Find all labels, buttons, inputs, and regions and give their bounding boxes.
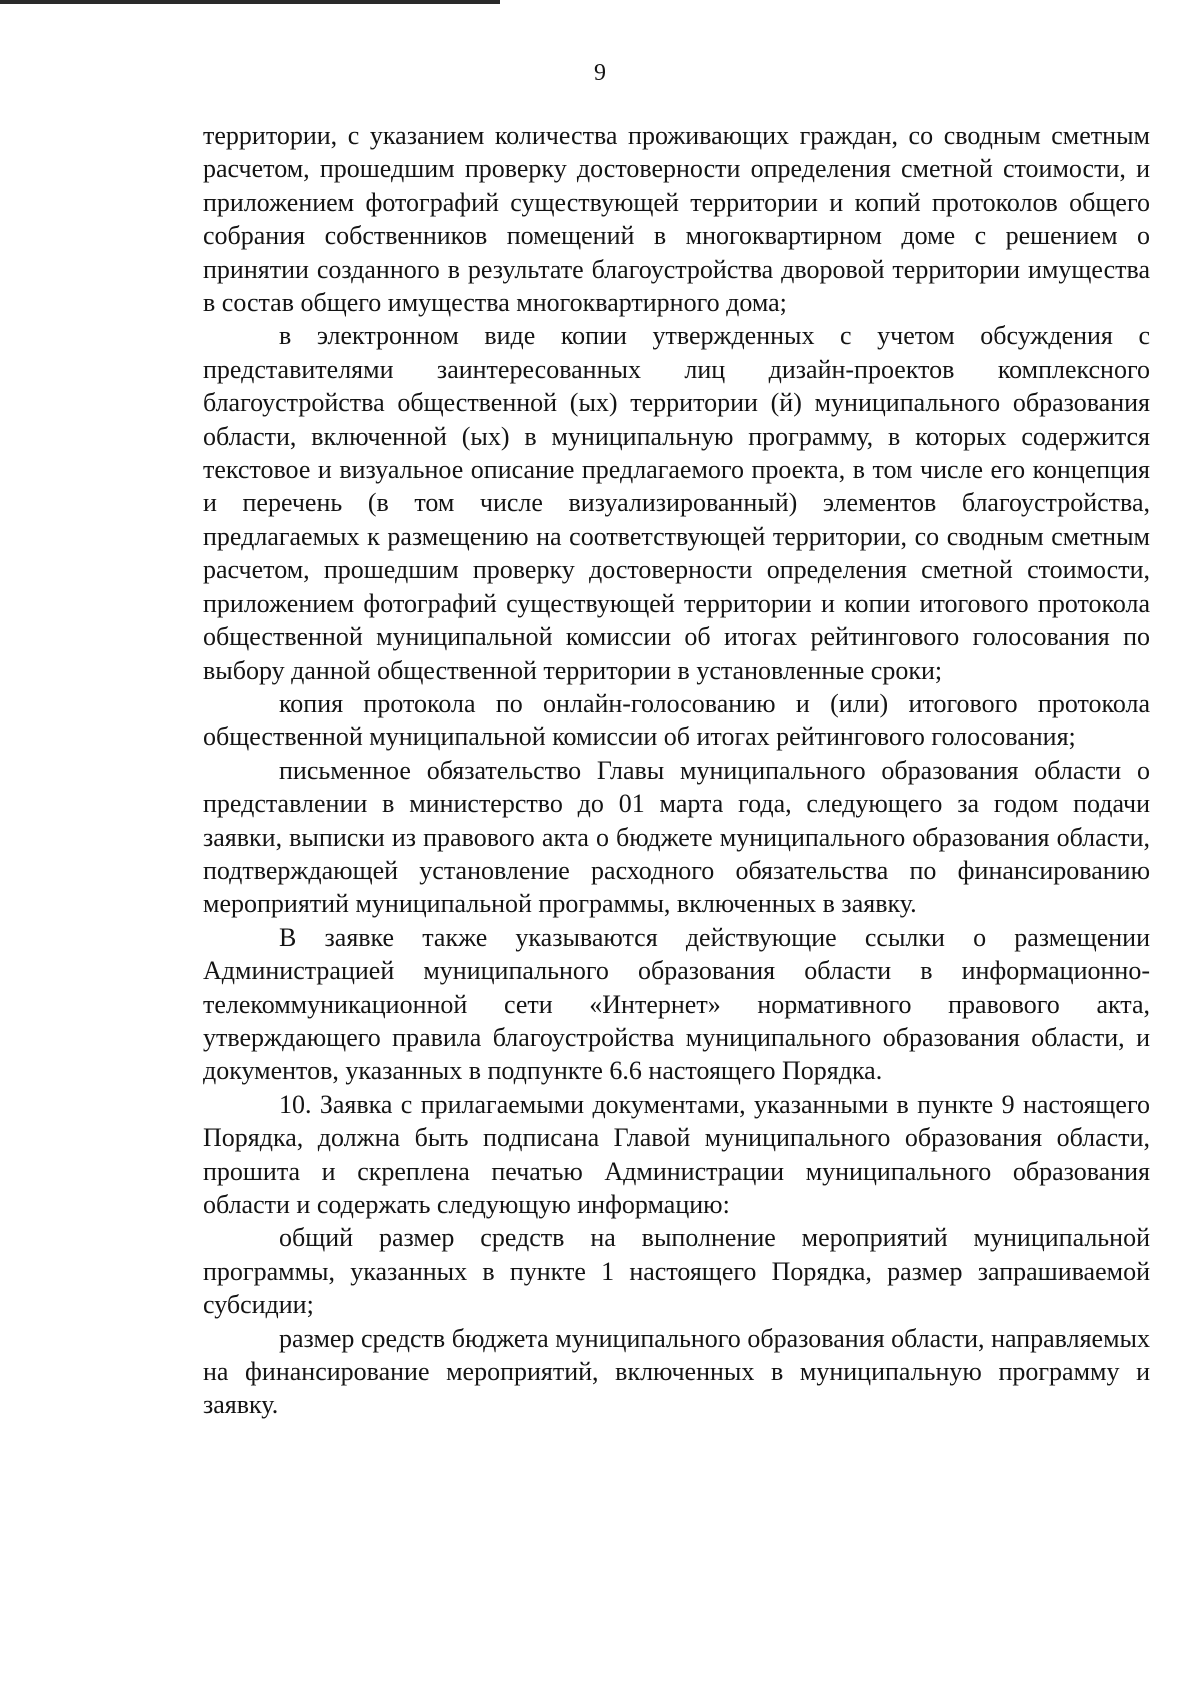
paragraph-links: В заявке также указываются действующие ссылки о размещении Администрацией муниципального образования области в информационно-телекоммуникационной сети «Интернет» нормативного правового акта, утверждающего правила благоустройства муниципального образования области, и документов, указанных в подпункте 6.6 настоящего Порядка. [203,922,1150,1086]
paragraph-design-projects: в электронном виде копии утвержденных с учетом обсуждения с представителями заинтересованных лиц дизайн-проектов комплексного благоустройства общественной (ых) территории (й) муниципального образования области, включенной (ых) в муниципальную программу, в которых содержится текстовое и визуальное описание предлагаемого проекта, в том числе его концепция и перечень (в том числе визуализированный) элементов благоустройства, предлагаемых к размещению на соответствующей территории, со сводным сметным расчетом, прошедшим проверку достоверности определения сметной стоимости, приложением фотографий существующей территории и копии итогового протокола общественной муниципальной комиссии об итогах рейтингового голосования по выбору данной общественной территории в установленные сроки; [203,321,1150,685]
top-edge-rule [0,0,500,4]
page-number: 9 [594,60,606,86]
paragraph-total-funds: общий размер средств на выполнение мероприятий муниципальной программы, указанных в пункте 1 настоящего Порядка, размер запрашиваемой субсидии; [203,1223,1150,1320]
paragraph-protocol-copy: копия протокола по онлайн-голосованию и (или) итогового протокола общественной муниципальной комиссии об итогах рейтингового голосования; [203,688,1150,752]
paragraph-clause-10: 10. Заявка с прилагаемыми документами, указанными в пункте 9 настоящего Порядка, должна быть подписана Главой муниципального образования области, прошита и скреплена печатью Администрации муниципального образования области и содержать следующую информацию: [203,1089,1150,1219]
paragraph-continuation: территории, с указанием количества проживающих граждан, со сводным сметным расчетом, прошедшим проверку достоверности определения сметной стоимости, и приложением фотографий существующей территории и копий протоколов общего собрания собственников помещений в многоквартирном доме с решением о принятии созданного в результате благоустройства дворовой территории имущества в состав общего имущества многоквартирного дома; [203,121,1150,318]
paragraph-budget-funds: размер средств бюджета муниципального образования области, направляемых на финансирование мероприятий, включенных в муниципальную программу и заявку. [203,1323,1150,1420]
paragraph-written-obligation: письменное обязательство Главы муниципального образования области о представлении в министерство до 01 марта года, следующего за годом подачи заявки, выписки из правового акта о бюджете муниципального образования области, подтверждающей установление расходного обязательства по финансированию мероприятий муниципальной программы, включенных в заявку. [203,755,1150,919]
document-body [203,119,1150,1422]
